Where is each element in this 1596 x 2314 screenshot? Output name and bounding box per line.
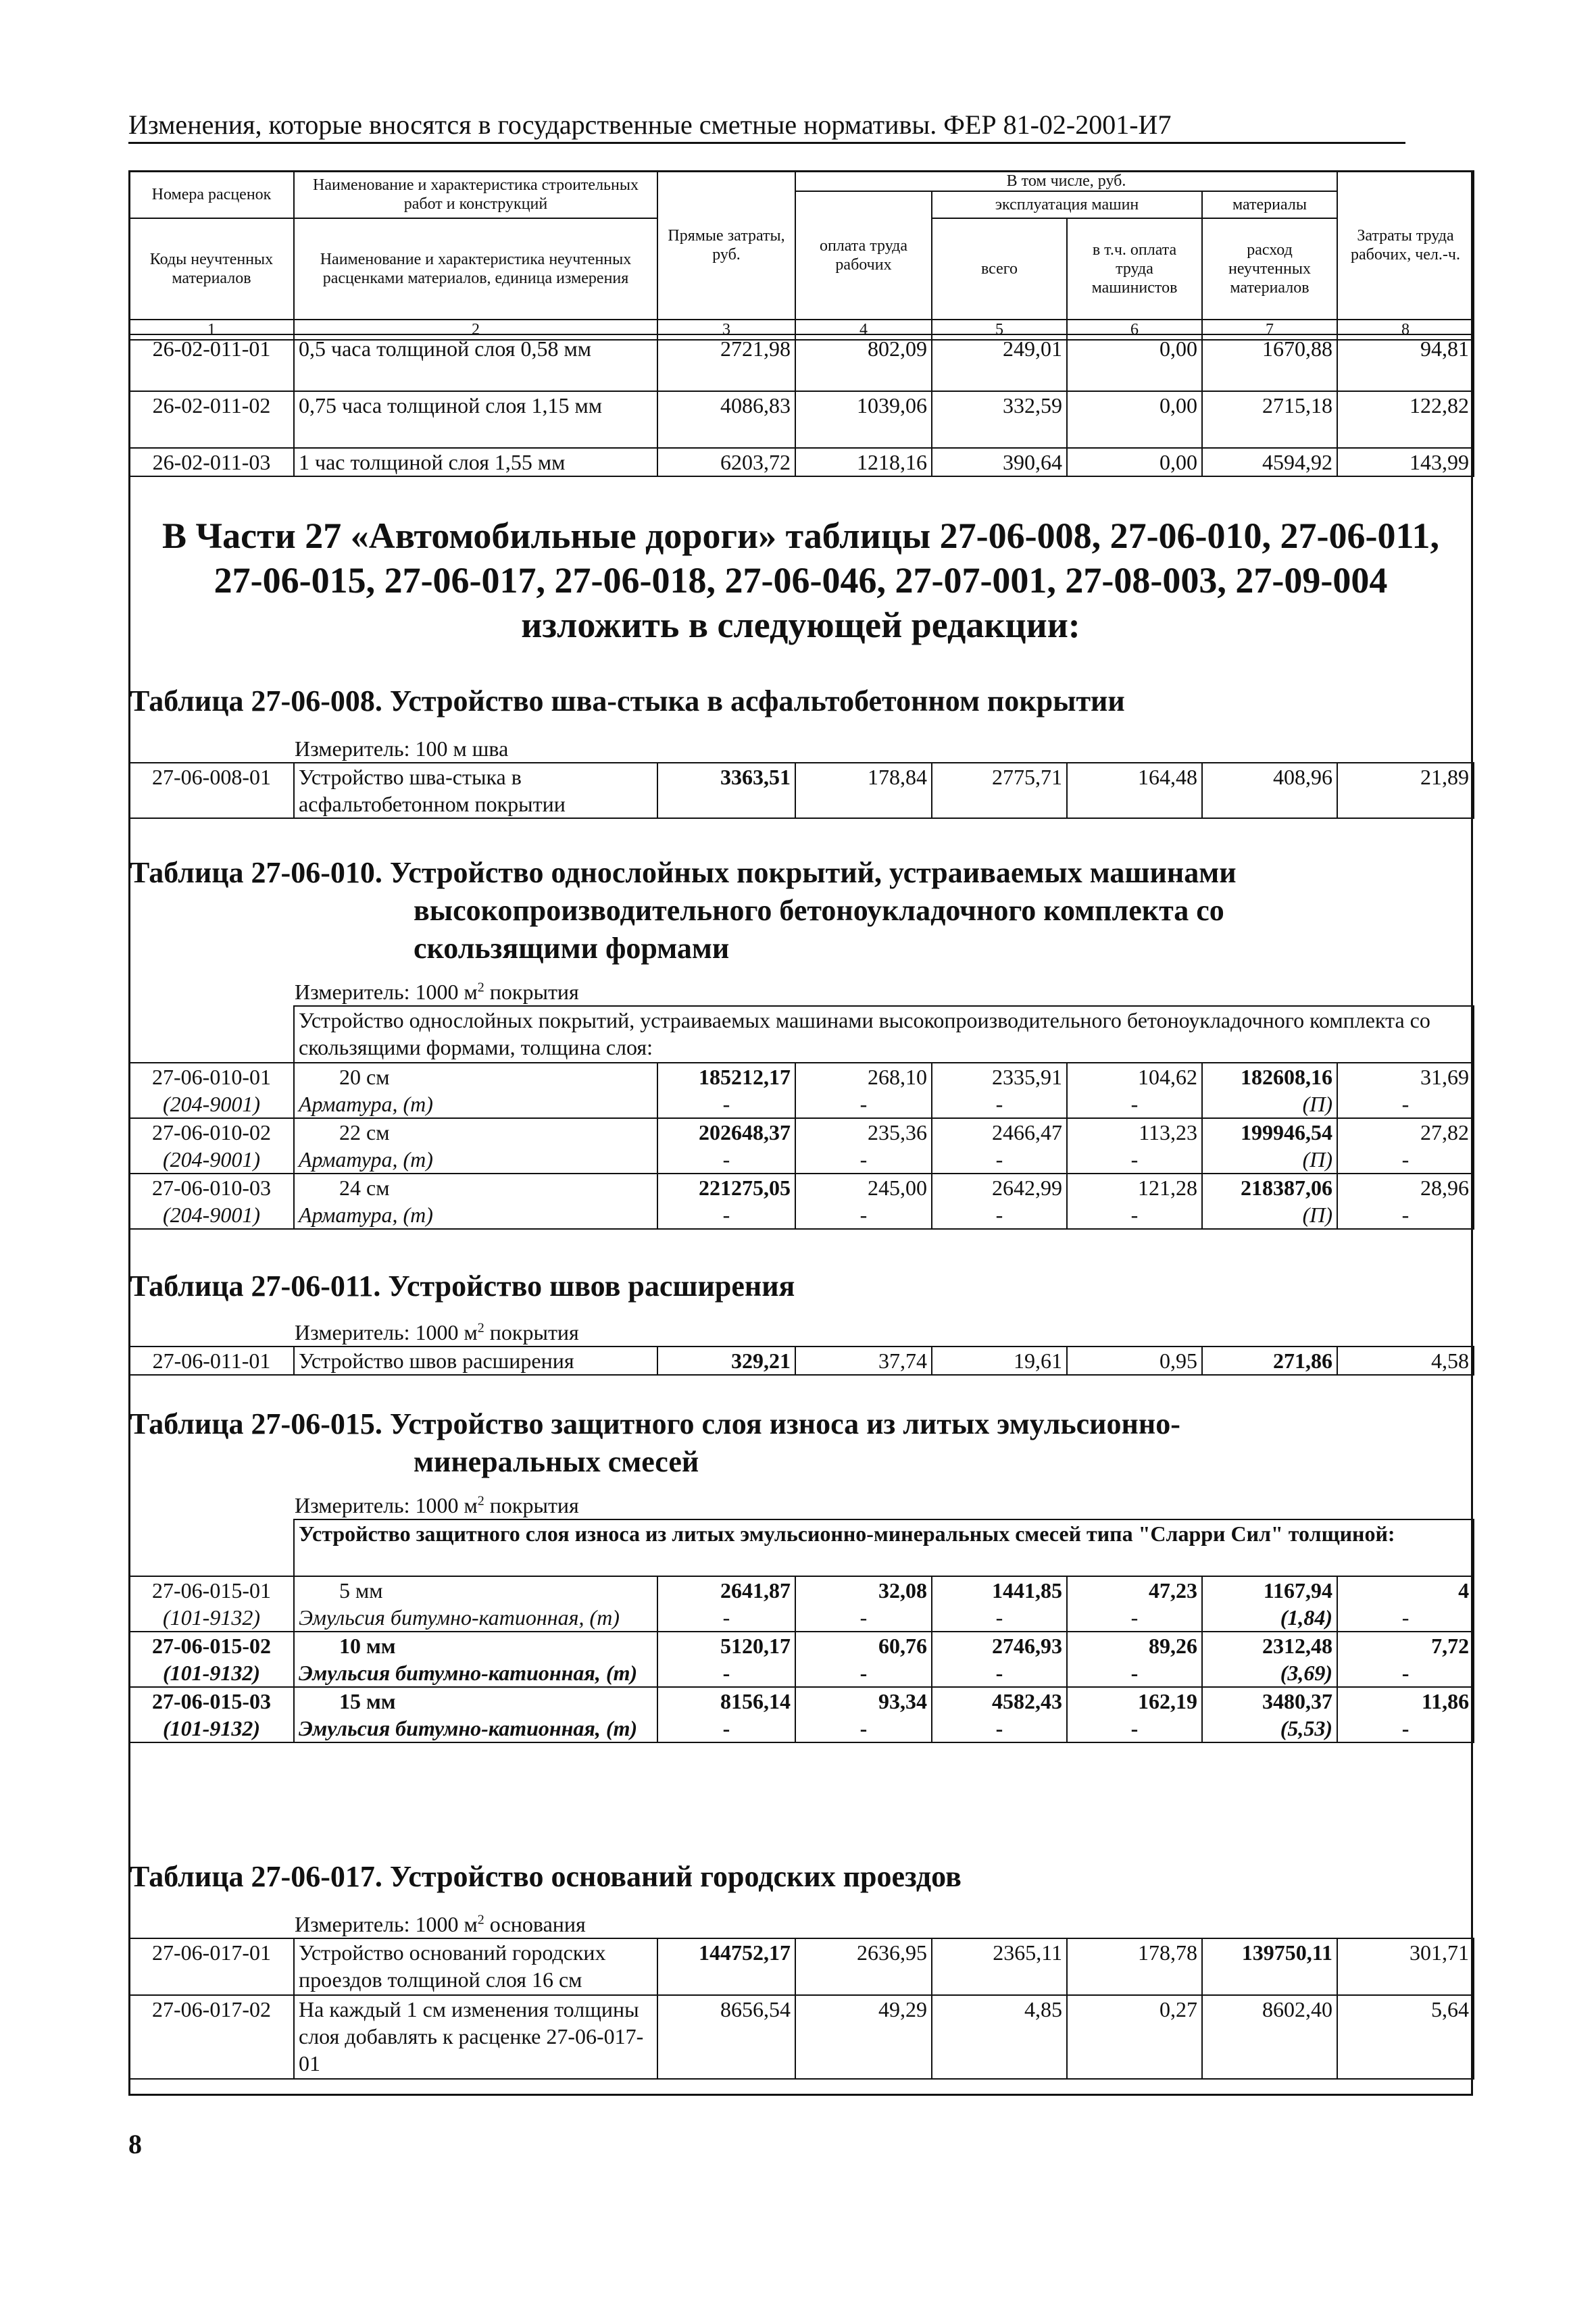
dash: - [859,1203,868,1227]
dash: - [1401,1716,1410,1740]
header-machines: эксплуатация машин [932,191,1202,218]
dash: - [1130,1092,1139,1116]
labor-hours: 301,71 [1337,1938,1474,1995]
labor-pay: 802,09 [795,334,932,391]
dash: - [859,1661,868,1685]
rate-name: 15 мм [339,1689,396,1713]
labor-pay: 178,84 [795,763,932,818]
machinists-pay: 0,00 [1067,448,1202,476]
direct-cost: 2641,87 [720,1578,791,1603]
material-name: Арматура, (т) [299,1147,433,1172]
header-num: 2 [294,320,657,340]
table-row [129,334,1474,391]
dash: - [722,1092,730,1116]
title-line: Таблица 27-06-015. Устройство защитного слоя износа из литых эмульсионно- [130,1407,1180,1440]
rate-code: 26-02-011-02 [129,391,294,448]
direct-cost: 6203,72 [657,448,795,476]
labor-hours: 21,89 [1337,763,1474,818]
material-name: Арматура, (т) [299,1092,433,1116]
rate-name: Устройство швов расширения [294,1347,657,1375]
meter-tail: покрытия [484,1320,579,1344]
machinists-pay: 89,26 [1149,1634,1197,1658]
labor-hours: 27,82 [1420,1120,1470,1145]
direct-cost: 2721,98 [657,334,795,391]
page-number: 8 [128,2129,142,2159]
header-col1-top: Номера расценок [129,171,294,218]
direct-cost: 5120,17 [720,1634,791,1658]
dash: - [1401,1605,1410,1630]
labor-pay: 49,29 [795,1995,932,2079]
running-header: Изменения, которые вносятся в государственные сметные нормативы. ФЕР 81-02-2001-И7 [128,108,1405,144]
meter-text: Измеритель: 1000 м [295,1912,478,1936]
materials: 8602,40 [1202,1995,1337,2079]
table-title [130,854,1237,967]
table-27-06-010 [128,1005,1474,1230]
labor-pay: 93,34 [878,1689,927,1713]
header-col4: оплата труда рабочих [795,191,932,320]
table-title: Таблица 27-06-008. Устройство шва-стыка в асфальтобетонном покрытии [130,684,1125,718]
rate-code: 27-06-017-02 [129,1995,294,2079]
table-title [130,1405,1180,1481]
header-num: 3 [657,320,795,340]
dash: - [995,1203,1003,1227]
rate-code: 27-06-011-01 [129,1347,294,1375]
labor-pay: 37,74 [795,1347,932,1375]
machinists-pay: 162,19 [1138,1689,1197,1713]
header-col2-top: Наименование и характеристика строительных работ и конструкций [294,171,657,218]
material-code: (204-9001) [163,1203,260,1227]
header-col1-bottom: Коды неучтенных материалов [129,218,294,320]
machines-total: 2642,99 [992,1176,1062,1200]
machines-total: 390,64 [932,448,1067,476]
rate-name: 5 мм [339,1578,383,1603]
dash: - [995,1092,1003,1116]
table-row [129,448,1474,476]
measure-unit [295,978,579,1005]
header-col7: расход неучтенных материалов [1202,218,1337,320]
material-name: Эмульсия битумно-катионная, (т) [299,1716,638,1740]
meter-sup: 2 [477,980,484,995]
table-intro: Устройство однослойных покрытий, устраиваемых машинами высокопроизводительного бетоноукладочного комплекта со скользящими формами, толщина слоя: [294,1006,1474,1063]
direct-cost: 202648,37 [699,1120,791,1145]
machines-total: 249,01 [932,334,1067,391]
materials: 1670,88 [1202,334,1337,391]
direct-cost: 221275,05 [699,1176,791,1200]
machines-total: 2466,47 [992,1120,1062,1145]
dash: - [1130,1661,1139,1685]
machines-total: 2335,91 [992,1065,1062,1089]
title-line: Таблица 27-06-010. Устройство однослойных покрытий, устраиваемых машинами [130,856,1237,889]
labor-pay: 1039,06 [795,391,932,448]
direct-cost: 185212,17 [699,1065,791,1089]
dash: - [995,1661,1003,1685]
machinists-pay: 0,00 [1067,391,1202,448]
dash: - [859,1716,868,1740]
machinists-pay: 0,00 [1067,334,1202,391]
table-row [129,763,1474,818]
dash: - [995,1147,1003,1172]
dash: - [1130,1203,1139,1227]
table-row [129,1938,1474,1995]
measure-unit [295,1492,579,1519]
direct-cost: 8656,54 [657,1995,795,2079]
table-row [129,1576,1474,1632]
meter-tail: покрытия [484,980,579,1004]
material-code: (101-9132) [163,1661,260,1685]
machines-total: 2775,71 [932,763,1067,818]
rate-name: 20 см [339,1065,390,1089]
machinists-pay: 164,48 [1067,763,1202,818]
meter-text: Измеритель: 1000 м [295,1493,478,1517]
rate-name: 0,75 часа толщиной слоя 1,15 мм [294,391,657,448]
rate-name: Устройство шва-стыка в асфальтобетонном покрытии [294,763,657,818]
rate-code: 26-02-011-01 [129,334,294,391]
dash: - [859,1605,868,1630]
materials: 139750,11 [1202,1938,1337,1995]
material-qty: (П) [1302,1203,1332,1227]
header-col3: Прямые затраты, руб. [657,171,795,320]
materials: 271,86 [1202,1347,1337,1375]
dash: - [1401,1092,1410,1116]
labor-hours: 94,81 [1337,334,1474,391]
direct-cost: 3363,51 [657,763,795,818]
direct-cost: 329,21 [657,1347,795,1375]
materials: 2715,18 [1202,391,1337,448]
header-col5: всего [932,218,1067,320]
table-title: Таблица 27-06-017. Устройство оснований городских проездов [130,1860,962,1893]
dash: - [722,1605,730,1630]
material-qty: (П) [1302,1092,1332,1116]
measure-unit [295,1911,586,1938]
notice-line: изложить в следующей редакции: [521,605,1080,645]
rate-code: 27-06-015-01 [152,1578,271,1603]
dash: - [722,1147,730,1172]
machines-total: 19,61 [932,1347,1067,1375]
table-row [129,1995,1474,2079]
title-line: минеральных смесей [414,1445,699,1478]
table-row [129,1687,1474,1742]
machinists-pay: 121,28 [1138,1176,1197,1200]
machinists-pay: 178,78 [1067,1938,1202,1995]
table-row [129,1174,1474,1229]
machines-total: 4,85 [932,1995,1067,2079]
material-qty: (П) [1302,1147,1332,1172]
direct-cost: 4086,83 [657,391,795,448]
table-26-02-011 [128,334,1474,477]
materials: 1167,94 [1263,1578,1332,1603]
rate-name: 0,5 часа толщиной слоя 0,58 мм [294,334,657,391]
labor-pay: 32,08 [878,1578,927,1603]
rate-code: 27-06-008-01 [129,763,294,818]
dash: - [995,1605,1003,1630]
rate-name: 1 час толщиной слоя 1,55 мм [294,448,657,476]
table-27-06-011 [128,1346,1474,1376]
material-qty: (3,69) [1280,1661,1332,1685]
meter-sup: 2 [477,1320,484,1336]
materials: 4594,92 [1202,448,1337,476]
material-code: (204-9001) [163,1092,260,1116]
material-code: (101-9132) [163,1716,260,1740]
rate-name: 10 мм [339,1634,396,1658]
dash: - [1401,1661,1410,1685]
rate-name: 24 см [339,1176,390,1200]
labor-pay: 245,00 [868,1176,927,1200]
table-title: Таблица 27-06-011. Устройство швов расширения [130,1269,795,1303]
machinists-pay: 113,23 [1139,1120,1197,1145]
dash: - [722,1203,730,1227]
table-row [129,391,1474,448]
column-header-table [128,170,1474,341]
material-name: Эмульсия битумно-катионная, (т) [299,1605,620,1630]
header-incl: В том числе, руб. [795,171,1337,191]
materials: 2312,48 [1262,1634,1332,1658]
dash: - [1401,1203,1410,1227]
table-intro: Устройство защитного слоя износа из литых эмульсионно-минеральных смесей типа "Сларри Сил" толщиной: [294,1519,1474,1576]
material-name: Арматура, (т) [299,1203,433,1227]
labor-pay: 60,76 [878,1634,927,1658]
meter-tail: покрытия [484,1493,579,1517]
materials: 3480,37 [1262,1689,1332,1713]
dash: - [722,1716,730,1740]
dash: - [1130,1716,1139,1740]
material-code: (101-9132) [163,1605,260,1630]
dash: - [1130,1147,1139,1172]
meter-text: Измеритель: 1000 м [295,980,478,1004]
table-row [129,1347,1474,1375]
rate-name: 22 см [339,1120,390,1145]
machines-total: 2365,11 [932,1938,1067,1995]
dash: - [859,1147,868,1172]
rate-name: На каждый 1 см изменения толщины слоя добавлять к расценке 27-06-017-01 [294,1995,657,2079]
table-27-06-017 [128,1938,1474,2080]
rate-name: Устройство оснований городских проездов толщиной слоя 16 см [294,1938,657,1995]
labor-hours: 28,96 [1420,1176,1470,1200]
meter-sup: 2 [477,1912,484,1928]
table-27-06-015 [128,1519,1474,1743]
machines-total: 332,59 [932,391,1067,448]
material-name: Эмульсия битумно-катионная, (т) [299,1661,638,1685]
material-code: (204-9001) [163,1147,260,1172]
labor-hours: 5,64 [1337,1995,1474,2079]
header-num: 4 [795,320,932,340]
rate-code: 27-06-015-03 [152,1689,271,1713]
labor-pay: 1218,16 [795,448,932,476]
dash: - [995,1716,1003,1740]
labor-hours: 4,58 [1337,1347,1474,1375]
rate-code: 27-06-010-01 [152,1065,271,1089]
material-qty: (1,84) [1280,1605,1332,1630]
labor-hours: 4 [1458,1578,1470,1603]
header-materials: материалы [1202,191,1337,218]
table-row [129,1063,1474,1118]
rate-code: 27-06-010-03 [152,1176,271,1200]
measure-unit [295,1319,579,1346]
amendment-notice [128,513,1473,647]
meter-text: Измеритель: 1000 м [295,1320,478,1344]
title-line: скользящими формами [414,932,730,965]
machinists-pay: 104,62 [1138,1065,1197,1089]
direct-cost: 8156,14 [720,1689,791,1713]
meter-tail: основания [484,1912,586,1936]
machinists-pay: 0,95 [1067,1347,1202,1375]
materials: 182608,16 [1241,1065,1332,1089]
machinists-pay: 0,27 [1067,1995,1202,2079]
dash: - [1401,1147,1410,1172]
header-col6: в т.ч. оплата труда машинистов [1067,218,1202,320]
title-line: высокопроизводительного бетоноукладочного комплекта со [414,894,1224,927]
machines-total: 4582,43 [992,1689,1062,1713]
rate-code: 26-02-011-03 [129,448,294,476]
measure-unit: Измеритель: 100 м шва [295,736,509,761]
labor-hours: 122,82 [1337,391,1474,448]
labor-pay: 2636,95 [795,1938,932,1995]
labor-hours: 7,72 [1431,1634,1470,1658]
header-num: 6 [1067,320,1202,340]
dash: - [859,1092,868,1116]
header-num: 7 [1202,320,1337,340]
machinists-pay: 47,23 [1149,1578,1197,1603]
table-27-06-008 [128,762,1474,819]
materials: 408,96 [1202,763,1337,818]
table-row [129,1632,1474,1687]
rate-code: 27-06-010-02 [152,1120,271,1145]
material-qty: (5,53) [1280,1716,1332,1740]
table-row [129,1118,1474,1174]
direct-cost: 144752,17 [657,1938,795,1995]
header-col8: Затраты труда рабочих, чел.-ч. [1337,171,1474,320]
materials: 218387,06 [1241,1176,1332,1200]
machines-total: 2746,93 [992,1634,1062,1658]
labor-hours: 143,99 [1337,448,1474,476]
notice-line: 27-06-015, 27-06-017, 27-06-018, 27-06-046, 27-07-001, 27-08-003, 27-09-004 [214,560,1388,601]
machines-total: 1441,85 [992,1578,1062,1603]
dash: - [1130,1605,1139,1630]
meter-sup: 2 [477,1493,484,1509]
header-col2-bottom: Наименование и характеристика неучтенных расценками материалов, единица измерения [294,218,657,320]
labor-pay: 235,36 [868,1120,927,1145]
rate-code: 27-06-015-02 [152,1634,271,1658]
rate-code: 27-06-017-01 [129,1938,294,1995]
header-num: 8 [1337,320,1474,340]
labor-hours: 31,69 [1420,1065,1470,1089]
header-num: 1 [129,320,294,340]
labor-pay: 268,10 [868,1065,927,1089]
labor-hours: 11,86 [1421,1689,1470,1713]
dash: - [722,1661,730,1685]
header-num: 5 [932,320,1067,340]
notice-line: В Части 27 «Автомобильные дороги» таблицы 27-06-008, 27-06-010, 27-06-011, [161,515,1440,556]
materials: 199946,54 [1241,1120,1332,1145]
